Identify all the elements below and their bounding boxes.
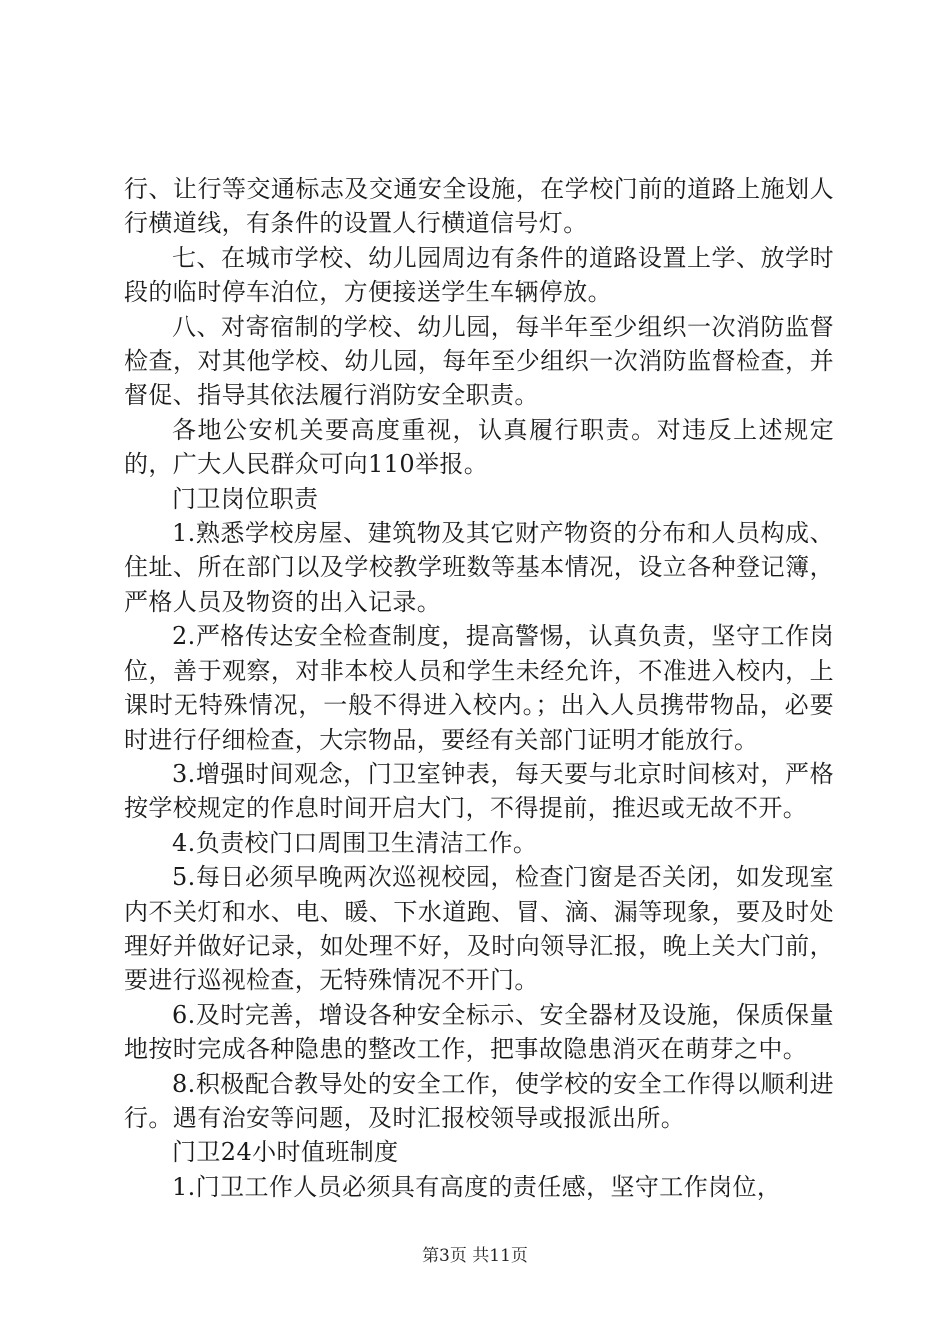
paragraph-duty-5: 5.每日必须早晚两次巡视校园，检查门窗是否关闭，如发现室内不关灯和水、电、暖、下水道跑、冒、滴、漏等现象，要及时处理好并做好记录，如处理不好，及时向领导汇报，晚上关大门前，要进行巡视检查，无特殊情况不开门。 <box>124 863 834 995</box>
paragraph-traffic-signs-continued: 行、让行等交通标志及交通安全设施，在学校门前的道路上施划人行横道线，有条件的设置人行横道信号灯。 <box>124 175 834 238</box>
paragraph-duty-6: 6.及时完善，增设各种安全标示、安全器材及设施，保质保量地按时完成各种隐患的整改工作，把事故隐患消灭在萌芽之中。 <box>124 1000 834 1064</box>
paragraph-item-seven: 七、在城市学校、幼儿园周边有条件的道路设置上学、放学时段的临时停车泊位，方便接送学生车辆停放。 <box>124 243 834 307</box>
paragraph-public-security-note: 各地公安机关要高度重视，认真履行职责。对违反上述规定的，广大人民群众可向110举报。 <box>124 415 834 479</box>
document-body <box>124 172 834 1204</box>
section-heading-24h-duty: 门卫24小时值班制度 <box>172 1138 399 1167</box>
paragraph-duty-1: 1.熟悉学校房屋、建筑物及其它财产物资的分布和人员构成、住址、所在部门以及学校教学班数等基本情况，设立各种登记簿，严格人员及物资的出入记录。 <box>124 519 834 616</box>
section-heading-guard-duties: 门卫岗位职责 <box>172 484 319 513</box>
paragraph-duty-2: 2.严格传达安全检查制度，提高警惕，认真负责，坚守工作岗位，善于观察，对非本校人员和学生未经允许，不准进入校内，上课时无特殊情况，一般不得进入校内。；出入人员携带物品，必要时进行仔细检查，大宗物品，要经有关部门证明才能放行。 <box>124 622 834 754</box>
paragraph-duty-3: 3.增强时间观念，门卫室钟表，每天要与北京时间核对，严格按学校规定的作息时间开启大门，不得提前，推迟或无故不开。 <box>124 759 834 823</box>
page-footer <box>0 1241 950 1266</box>
paragraph-24h-duty-1: 1.门卫工作人员必须具有高度的责任感，坚守工作岗位， <box>172 1172 782 1201</box>
page-number-label: 第3页 共11页 <box>422 1246 528 1266</box>
paragraph-duty-8: 8.积极配合教导处的安全工作，使学校的安全工作得以顺利进行。遇有治安等问题，及时汇报校领导或报派出所。 <box>124 1069 834 1132</box>
paragraph-duty-4: 4.负责校门口周围卫生清洁工作。 <box>172 828 538 857</box>
paragraph-item-eight: 八、对寄宿制的学校、幼儿园，每半年至少组织一次消防监督检查，对其他学校、幼儿园，每年至少组织一次消防监督检查，并督促、指导其依法履行消防安全职责。 <box>124 312 834 410</box>
